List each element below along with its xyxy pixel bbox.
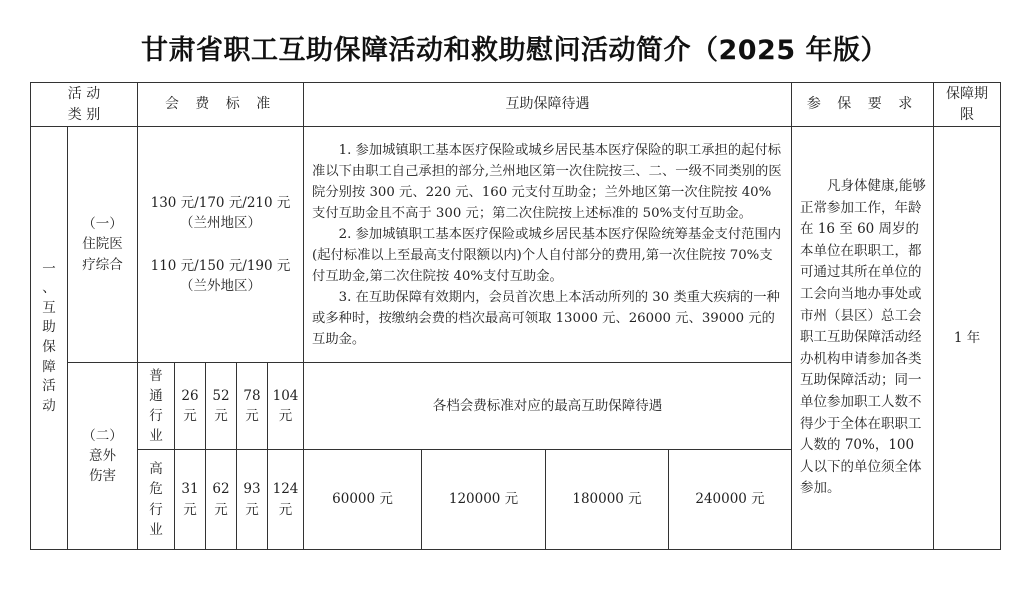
requirements-cell — [792, 127, 934, 550]
high-fee-3-unit: 元 — [245, 501, 259, 518]
high-fee-1 — [175, 450, 206, 550]
accident-label — [68, 363, 138, 550]
benefit-amount-1: 60000 元 — [304, 450, 422, 550]
header-period-line2: 限 — [960, 106, 975, 123]
hospital-label — [68, 127, 138, 363]
category-main-char: 保 — [42, 339, 56, 355]
category-main-char: 一 — [42, 260, 56, 277]
header-fee-standard: 会 费 标 准 — [138, 83, 304, 127]
header-row — [31, 83, 1001, 127]
hospital-fee-other: 110 元/150 元/190 元 — [150, 257, 291, 274]
normal-fee-1-unit: 元 — [183, 408, 197, 424]
normal-fee-2 — [206, 363, 237, 450]
accident-label-line1: （二） — [82, 427, 123, 444]
category-main-label — [31, 260, 67, 417]
hospital-fee-other-region: （兰外地区） — [180, 277, 262, 294]
high-fee-3-amount: 93 — [243, 481, 261, 498]
hospital-fee-lanzhou: 130 元/170 元/210 元 — [150, 195, 291, 211]
high-fee-4-amount: 124 — [272, 481, 299, 498]
hospital-label-line1: （一） — [82, 216, 123, 233]
high-fee-3 — [237, 450, 268, 550]
high-fee-2-unit: 元 — [214, 501, 228, 518]
activity-table — [30, 82, 1001, 550]
period-cell: 1 年 — [934, 127, 1001, 550]
high-fee-1-unit: 元 — [183, 501, 197, 518]
header-period-line1: 保障期 — [946, 85, 989, 102]
category-main-char: 助 — [42, 319, 56, 336]
hospital-benefit-2: 2. 参加城镇职工基本医疗保险或城乡居民基本医疗保险统筹基金支付范围内(起付标准以上至最高支付限额以内)个人自付部分的费用,第一次住院按 70%支付互助金,第二次住院按 40%支付互助金。 — [312, 226, 782, 284]
category-main-char: 活 — [42, 378, 56, 395]
normal-fee-3-amount: 78 — [243, 387, 261, 404]
high-fee-4 — [268, 450, 304, 550]
header-activity-type-line2: 类 别 — [67, 106, 101, 123]
normal-industry-label-1: 普 — [149, 367, 163, 384]
high-risk-label-4: 业 — [149, 521, 163, 538]
high-fee-2-amount: 62 — [212, 481, 230, 498]
category-main-char: 障 — [42, 358, 56, 375]
requirements-text: 凡身体健康,能够正常参加工作，年龄在 16 至 60 周岁的本单位在职职工，都可通过其所在单位的工会向当地办事处或市州（县区）总工会职工互助保障活动经办机构申请参加各类互助保障活动；同一单位参加职工人数不得少于全体在职职工人数的 70%，100 人以下的单位须全体参加。 — [800, 178, 926, 497]
header-requirements: 参 保 要 求 — [792, 83, 934, 127]
hospital-benefits — [304, 127, 792, 363]
high-fee-4-unit: 元 — [278, 501, 293, 518]
hospital-label-line2: 住院医 — [82, 236, 123, 253]
accident-label-line2: 意外 — [89, 447, 116, 464]
normal-fee-4 — [268, 363, 304, 450]
category-main — [31, 127, 68, 550]
benefit-amount-2: 120000 元 — [422, 450, 546, 550]
normal-fee-1-amount: 26 — [181, 387, 199, 404]
accident-benefit-header: 各档会费标准对应的最高互助保障待遇 — [304, 363, 792, 450]
category-main-char: 动 — [42, 397, 56, 414]
high-risk-label-1: 高 — [149, 461, 163, 477]
category-main-char: 互 — [42, 299, 56, 316]
normal-fee-2-unit: 元 — [214, 408, 228, 424]
hospital-row — [31, 127, 1001, 363]
hospital-benefit-1: 1. 参加城镇职工基本医疗保险或城乡居民基本医疗保险的职工承担的起付标准以下由职工自己承担的部分,兰州地区第一次住院按三、二、一级不同类别的医院分别按 300 元、220 元、160 元支付互助金；兰外地区第一次住院按 40%支付互助金且不高于 300 元；第二次住院按上述标准的 50%支付互助金。 — [312, 142, 782, 221]
normal-fee-1 — [175, 363, 206, 450]
normal-industry-label-2: 通 — [149, 387, 163, 404]
header-period — [934, 83, 1001, 127]
high-risk-label-2: 危 — [149, 481, 163, 498]
normal-fee-4-unit: 元 — [278, 408, 293, 424]
high-risk-label-3: 行 — [149, 501, 163, 518]
page-title: 甘肃省职工互助保障活动和救助慰问活动简介（2025 年版） — [140, 35, 889, 66]
benefit-amount-3: 180000 元 — [546, 450, 669, 550]
normal-fee-2-amount: 52 — [212, 387, 230, 404]
high-fee-2 — [206, 450, 237, 550]
normal-industry-label-3: 行 — [149, 408, 163, 424]
high-risk-industry-label — [138, 450, 175, 550]
header-benefits: 互助保障待遇 — [304, 83, 792, 127]
high-fee-1-amount: 31 — [181, 481, 199, 498]
benefit-amount-4: 240000 元 — [669, 450, 792, 550]
normal-fee-3 — [237, 363, 268, 450]
normal-fee-4-amount: 104 — [272, 387, 299, 404]
normal-industry-label — [138, 363, 175, 450]
hospital-fee — [138, 127, 304, 363]
category-main-char: 、 — [42, 280, 56, 297]
hospital-benefit-3: 3. 在互助保障有效期内，会员首次患上本活动所列的 30 类重大疾病的一种或多种时，按缴纳会费的档次最高可领取 13000 元、26000 元、39000 元的互助金。 — [312, 289, 780, 347]
hospital-fee-lanzhou-region: （兰州地区） — [180, 215, 262, 232]
header-activity-type — [31, 83, 138, 127]
hospital-label-line3: 疗综合 — [82, 256, 123, 273]
accident-label-line3: 伤害 — [89, 468, 116, 485]
normal-fee-3-unit: 元 — [245, 408, 259, 424]
header-activity-type-line1: 活 动 — [67, 85, 101, 102]
normal-industry-label-4: 业 — [149, 428, 163, 445]
